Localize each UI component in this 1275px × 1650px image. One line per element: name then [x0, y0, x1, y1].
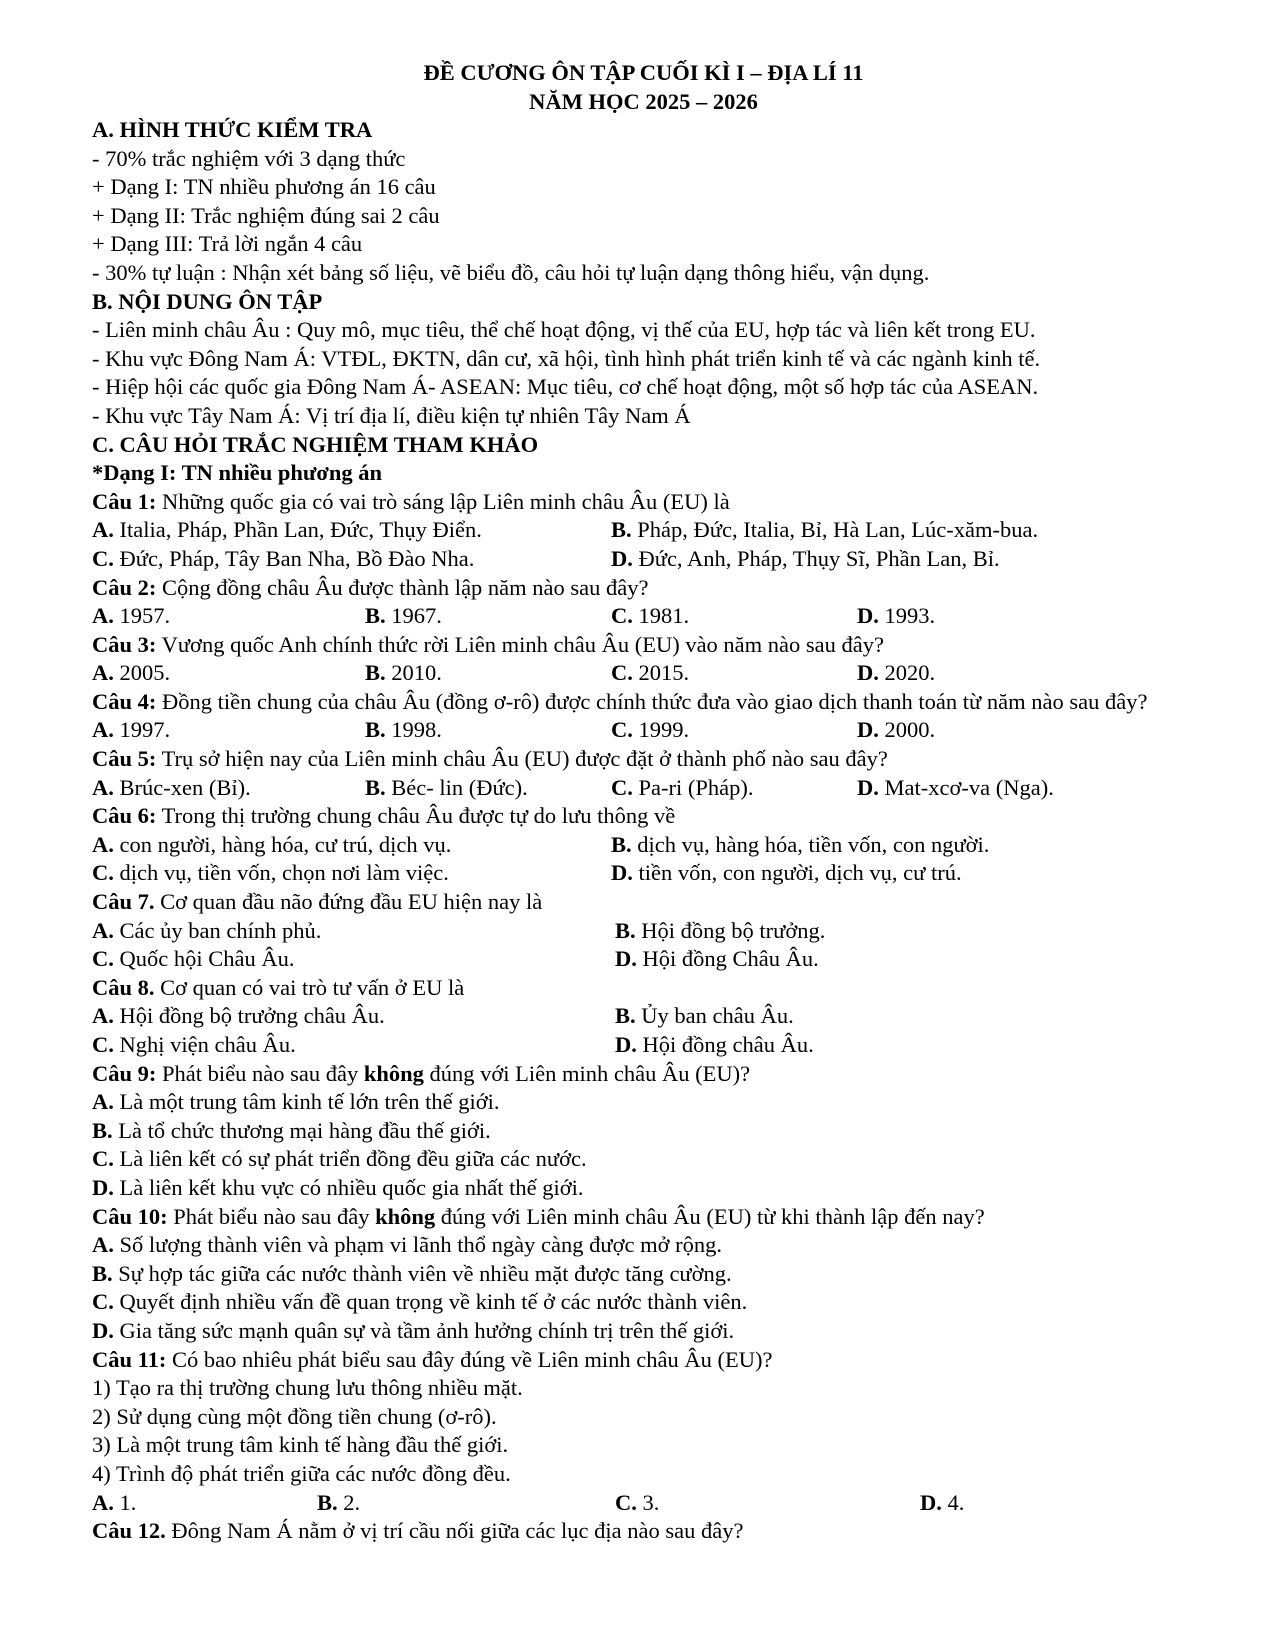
question-label: Câu 5: — [92, 746, 157, 772]
option-label: B. — [317, 1489, 338, 1515]
question-text: Những quốc gia có vai trò sáng lập Liên minh châu Âu (EU) là — [156, 488, 730, 514]
answer-row — [92, 1489, 1195, 1518]
option-text: Hội đồng bộ trưởng. — [641, 917, 826, 943]
answer-row — [92, 1002, 1195, 1031]
answer-b — [615, 917, 825, 946]
statement-item: 3) Là một trung tâm kinh tế hàng đầu thế giới. — [92, 1432, 509, 1458]
option-label: C. — [92, 1032, 114, 1057]
option-label: A. — [92, 1232, 114, 1258]
answer-c — [92, 1288, 1195, 1317]
question-text: Vương quốc Anh chính thức rời Liên minh châu Âu (EU) vào năm nào sau đây? — [156, 631, 884, 657]
option-text: Béc- lin (Đức). — [391, 774, 528, 800]
option-label: B. — [611, 517, 632, 543]
answer-c — [92, 1031, 296, 1060]
option-label: A. — [92, 1003, 114, 1029]
question-text: Phát biểu nào sau đây — [156, 1060, 364, 1086]
option-text: Hội đồng Châu Âu. — [642, 946, 819, 972]
question-2 — [92, 574, 1195, 603]
option-text: Đức, Anh, Pháp, Thụy Sĩ, Phần Lan, Bỉ. — [638, 545, 1000, 571]
option-text: 2005. — [119, 660, 171, 686]
section-c-heading: C. CÂU HỎI TRẮC NGHIỆM THAM KHẢO — [92, 431, 539, 457]
question-text: đúng với Liên minh châu Âu (EU)? — [423, 1060, 751, 1086]
question-label: Câu 3: — [92, 631, 157, 657]
option-label: A. — [92, 717, 114, 743]
answer-b — [611, 831, 989, 860]
question-label: Câu 7. — [92, 889, 155, 915]
option-label: B. — [615, 1003, 636, 1029]
option-text: 1999. — [638, 717, 690, 743]
answer-d — [857, 774, 1054, 803]
option-text: Là liên kết có sự phát triển đồng đều giữa các nước. — [119, 1146, 587, 1172]
option-label: C. — [611, 774, 633, 800]
section-c-subheading: *Dạng I: TN nhiều phương án — [92, 460, 383, 486]
option-label: D. — [92, 1174, 114, 1200]
option-label: C. — [92, 946, 114, 972]
option-text: 1993. — [884, 603, 936, 629]
answer-d — [857, 602, 935, 631]
answer-row — [92, 659, 1195, 688]
question-text: Trụ sở hiện nay của Liên minh châu Âu (EU) được đặt ở thành phố nào sau đây? — [156, 746, 888, 772]
answer-b — [365, 774, 528, 803]
question-5 — [92, 745, 1195, 774]
answer-d — [857, 716, 935, 745]
option-text: dịch vụ, hàng hóa, tiền vốn, con người. — [637, 831, 990, 857]
option-label: B. — [92, 1260, 113, 1286]
option-label: D. — [857, 717, 879, 743]
option-label: C. — [92, 1146, 114, 1172]
option-text: Quyết định nhiều vấn đề quan trọng về kinh tế ở các nước thành viên. — [119, 1289, 748, 1315]
question-label: Câu 6: — [92, 803, 157, 829]
option-label: D. — [611, 545, 633, 571]
title-line-1: ĐỀ CƯƠNG ÔN TẬP CUỐI KÌ I – ĐỊA LÍ 11 — [423, 60, 864, 85]
answer-c — [611, 659, 689, 688]
section-a-heading: A. HÌNH THỨC KIỂM TRA — [92, 117, 373, 142]
answer-a — [92, 1231, 1195, 1260]
answer-row — [92, 859, 1195, 888]
question-3 — [92, 631, 1195, 660]
question-label: Câu 2: — [92, 574, 157, 600]
answer-a — [92, 831, 451, 860]
option-text: 1. — [119, 1489, 137, 1515]
option-label: D. — [857, 774, 879, 800]
answer-d — [615, 1031, 814, 1060]
document-title — [92, 58, 1195, 116]
option-text: Hội đồng châu Âu. — [642, 1032, 814, 1057]
section-a-line: - 70% trắc nghiệm với 3 dạng thức — [92, 145, 406, 171]
answer-a — [92, 602, 170, 631]
question-7 — [92, 888, 1195, 917]
question-text: đúng với Liên minh châu Âu (EU) từ khi thành lập đến nay? — [435, 1203, 985, 1229]
option-text: Gia tăng sức mạnh quân sự và tầm ảnh hưởng chính trị trên thế giới. — [119, 1317, 735, 1343]
option-label: C. — [92, 545, 114, 571]
option-text: 2. — [343, 1489, 361, 1515]
option-label: A. — [92, 917, 114, 943]
answer-b — [365, 716, 442, 745]
option-label: B. — [365, 603, 386, 629]
option-text: 2015. — [638, 660, 690, 686]
option-text: 1967. — [391, 603, 442, 629]
question-8 — [92, 974, 1195, 1003]
question-text: Phát biểu nào sau đây — [167, 1203, 376, 1229]
option-text: 1997. — [119, 717, 171, 743]
question-label: Câu 11: — [92, 1346, 167, 1372]
option-label: D. — [92, 1317, 114, 1343]
option-text: Số lượng thành viên và phạm vi lãnh thổ ngày càng được mở rộng. — [119, 1232, 722, 1258]
option-text: 1998. — [391, 717, 442, 743]
option-text: Brúc-xen (Bỉ). — [119, 774, 251, 800]
answer-b — [317, 1489, 360, 1518]
answer-c — [92, 1145, 1195, 1174]
answer-b — [615, 1002, 794, 1031]
option-label: D. — [857, 660, 879, 686]
answer-b — [365, 602, 442, 631]
option-label: D. — [611, 860, 633, 886]
answer-d — [92, 1317, 1195, 1346]
answer-a — [92, 516, 482, 545]
option-label: B. — [365, 717, 386, 743]
option-text: con người, hàng hóa, cư trú, dịch vụ. — [119, 831, 452, 857]
option-label: A. — [92, 774, 114, 800]
option-text: 2010. — [391, 660, 442, 686]
option-label: C. — [92, 860, 114, 886]
question-6 — [92, 802, 1195, 831]
answer-b — [92, 1260, 1195, 1289]
section-b-line: - Khu vực Đông Nam Á: VTĐL, ĐKTN, dân cư, xã hội, tình hình phát triển kinh tế và các ngành kinh tế. — [92, 345, 1041, 371]
option-label: A. — [92, 517, 114, 543]
question-label: Câu 8. — [92, 974, 155, 1000]
option-text: 4. — [947, 1489, 965, 1515]
section-b-line: - Hiệp hội các quốc gia Đông Nam Á- ASEAN: Mục tiêu, cơ chế hoạt động, một số hợp tác của ASEAN. — [92, 374, 1039, 400]
question-text: Trong thị trường chung châu Âu được tự do lưu thông về — [156, 803, 676, 829]
option-text: dịch vụ, tiền vốn, chọn nơi làm việc. — [119, 860, 449, 886]
option-label: B. — [615, 917, 636, 943]
answer-c — [92, 545, 474, 574]
answer-c — [615, 1489, 659, 1518]
option-text: 1957. — [119, 603, 171, 629]
answer-row — [92, 516, 1195, 545]
question-text: Cơ quan có vai trò tư vấn ở EU là — [154, 974, 465, 1000]
option-text: Là liên kết khu vực có nhiều quốc gia nhất thế giới. — [119, 1174, 584, 1200]
answer-c — [611, 716, 689, 745]
question-11 — [92, 1346, 1195, 1375]
option-label: A. — [92, 1489, 114, 1515]
question-label: Câu 12. — [92, 1518, 166, 1544]
question-label: Câu 1: — [92, 488, 157, 514]
answer-a — [92, 1489, 136, 1518]
option-text: Mat-xcơ-va (Nga). — [884, 774, 1054, 800]
option-text: tiền vốn, con người, dịch vụ, cư trú. — [638, 860, 962, 886]
answer-row — [92, 716, 1195, 745]
section-a-line: - 30% tự luận : Nhận xét bảng số liệu, vẽ biểu đồ, câu hỏi tự luận dạng thông hiểu, vận dụng. — [92, 259, 930, 285]
answer-d — [92, 1174, 1195, 1203]
option-text: Pháp, Đức, Italia, Bỉ, Hà Lan, Lúc-xăm-bua. — [637, 517, 1039, 543]
answer-a — [92, 917, 321, 946]
answer-d — [611, 859, 962, 888]
answer-row — [92, 545, 1195, 574]
section-a-line: + Dạng II: Trắc nghiệm đúng sai 2 câu — [92, 202, 440, 228]
option-label: D. — [920, 1489, 942, 1515]
option-text: Là một trung tâm kinh tế lớn trên thế giới. — [119, 1089, 500, 1115]
option-label: A. — [92, 603, 114, 629]
option-label: B. — [611, 831, 632, 857]
option-text: Nghị viện châu Âu. — [119, 1032, 296, 1057]
question-10 — [92, 1203, 1195, 1232]
question-9 — [92, 1060, 1195, 1089]
answer-c — [92, 945, 294, 974]
option-label: C. — [611, 717, 633, 743]
option-text: Các ủy ban chính phủ. — [119, 917, 322, 943]
answer-row — [92, 1031, 1195, 1060]
option-text: Pa-ri (Pháp). — [638, 774, 754, 800]
question-text: Có bao nhiêu phát biểu sau đây đúng về Liên minh châu Âu (EU)? — [166, 1346, 773, 1372]
question-text: Đồng tiền chung của châu Âu (đồng ơ-rô) được chính thức đưa vào giao dịch thanh toán từ năm nào sau đây? — [156, 688, 1148, 714]
option-label: B. — [365, 774, 386, 800]
option-text: Là tổ chức thương mại hàng đầu thế giới. — [118, 1117, 491, 1143]
section-b-heading: B. NỘI DUNG ÔN TẬP — [92, 288, 323, 314]
section-a-line: + Dạng III: Trả lời ngắn 4 câu — [92, 231, 363, 257]
option-label: D. — [615, 1032, 637, 1057]
answer-row — [92, 945, 1195, 974]
answer-a — [92, 774, 251, 803]
option-label: D. — [615, 946, 637, 972]
statement-item: 1) Tạo ra thị trường chung lưu thông nhiều mặt. — [92, 1375, 523, 1401]
answer-a — [92, 716, 170, 745]
question-label: Câu 4: — [92, 688, 157, 714]
answer-row — [92, 831, 1195, 860]
question-4 — [92, 688, 1195, 717]
question-text: Đông Nam Á nằm ở vị trí cầu nối giữa các lục địa nào sau đây? — [165, 1518, 744, 1544]
option-label: D. — [857, 603, 879, 629]
answer-d — [857, 659, 935, 688]
section-a-line: + Dạng I: TN nhiều phương án 16 câu — [92, 174, 436, 200]
answer-a — [92, 1002, 385, 1031]
option-text: Hội đồng bộ trưởng châu Âu. — [119, 1003, 385, 1029]
option-label: B. — [365, 660, 386, 686]
answer-a — [92, 1088, 1195, 1117]
option-text: Quốc hội Châu Âu. — [119, 946, 295, 972]
question-text: Cộng đồng châu Âu được thành lập năm nào sau đây? — [156, 574, 649, 600]
option-label: C. — [611, 660, 633, 686]
section-b-line: - Liên minh châu Âu : Quy mô, mục tiêu, thể chế hoạt động, vị thế của EU, hợp tác và liên kết trong EU. — [92, 317, 1036, 343]
question-label: Câu 10: — [92, 1203, 168, 1229]
option-text: 3. — [642, 1489, 660, 1515]
answer-row — [92, 917, 1195, 946]
option-text: 1981. — [638, 603, 690, 629]
answer-row — [92, 774, 1195, 803]
answer-b — [92, 1117, 1195, 1146]
option-label: C. — [615, 1489, 637, 1515]
option-text: Ủy ban châu Âu. — [641, 1003, 794, 1029]
question-12 — [92, 1517, 1195, 1546]
title-line-2: NĂM HỌC 2025 – 2026 — [529, 89, 758, 114]
option-text: 2000. — [884, 717, 936, 743]
answer-b — [365, 659, 442, 688]
question-label: Câu 9: — [92, 1060, 157, 1086]
question-1 — [92, 488, 1195, 517]
question-text: Cơ quan đầu não đứng đầu EU hiện nay là — [154, 889, 543, 915]
option-label: A. — [92, 1089, 114, 1115]
answer-b — [611, 516, 1038, 545]
answer-d — [611, 545, 1000, 574]
section-b-line: - Khu vực Tây Nam Á: Vị trí địa lí, điều kiện tự nhiên Tây Nam Á — [92, 402, 691, 428]
answer-c — [92, 859, 449, 888]
answer-d — [920, 1489, 964, 1518]
option-text: Sự hợp tác giữa các nước thành viên về nhiều mặt được tăng cường. — [118, 1260, 732, 1286]
answer-c — [611, 774, 753, 803]
answer-a — [92, 659, 170, 688]
option-label: B. — [92, 1117, 113, 1143]
option-text: Đức, Pháp, Tây Ban Nha, Bồ Đào Nha. — [119, 545, 475, 571]
option-label: A. — [92, 660, 114, 686]
statement-item: 4) Trình độ phát triển giữa các nước đồng đều. — [92, 1460, 511, 1486]
answer-row — [92, 602, 1195, 631]
option-label: C. — [92, 1289, 114, 1315]
question-emphasis: không — [363, 1060, 424, 1086]
option-label: C. — [611, 603, 633, 629]
option-label: A. — [92, 831, 114, 857]
option-text: 2020. — [884, 660, 936, 686]
answer-c — [611, 602, 689, 631]
option-text: Italia, Pháp, Phần Lan, Đức, Thụy Điển. — [119, 517, 482, 543]
question-emphasis: không — [375, 1203, 436, 1229]
answer-d — [615, 945, 819, 974]
statement-item: 2) Sử dụng cùng một đồng tiền chung (ơ-rô). — [92, 1403, 497, 1429]
